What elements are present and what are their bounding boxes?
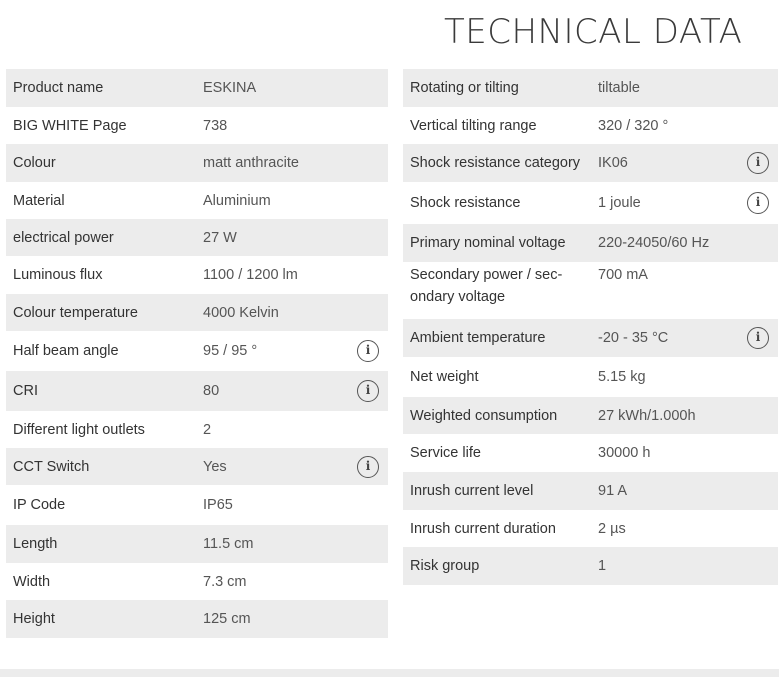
info-icon[interactable]: i — [357, 380, 379, 402]
spec-label: electrical power — [13, 230, 114, 246]
spec-label: Different light outlets — [13, 422, 145, 438]
spec-value: IK06 — [598, 155, 628, 171]
spec-label: Ambient temperature — [410, 330, 546, 346]
spec-row — [403, 69, 778, 107]
spec-table-right — [403, 69, 778, 585]
spec-label: Rotating or tilting — [410, 80, 519, 96]
spec-label: Length — [13, 536, 58, 552]
spec-value: 320 / 320 ° — [598, 118, 669, 134]
spec-row — [403, 510, 778, 547]
spec-label: Inrush current duration — [410, 521, 556, 537]
spec-value: IP65 — [203, 497, 233, 513]
spec-row — [6, 219, 388, 256]
info-icon[interactable]: i — [747, 192, 769, 214]
spec-label: Net weight — [410, 369, 479, 385]
spec-value: 27 kWh/1.000h — [598, 408, 696, 424]
spec-value: Aluminium — [203, 193, 271, 209]
spec-value: 27 W — [203, 230, 237, 246]
spec-row — [6, 182, 388, 219]
spec-row — [403, 397, 778, 434]
spec-value: 11.5 cm — [203, 536, 254, 552]
spec-value: 1 — [598, 558, 607, 574]
info-icon[interactable]: i — [357, 340, 379, 362]
spec-row — [6, 144, 388, 182]
spec-row — [403, 182, 778, 224]
info-icon[interactable]: i — [357, 456, 379, 478]
spec-table-left — [6, 69, 388, 638]
spec-row — [6, 448, 388, 485]
spec-label: Service life — [410, 445, 481, 461]
spec-label: Luminous flux — [13, 267, 103, 283]
spec-value: Yes — [203, 459, 227, 475]
spec-value: 80 — [203, 383, 220, 399]
spec-label: Colour temperature — [13, 305, 138, 321]
spec-label: Half beam angle — [13, 343, 119, 359]
spec-value: 5.15 kg — [598, 369, 646, 385]
spec-value: 2 — [203, 422, 212, 438]
spec-row — [6, 256, 388, 294]
spec-row — [6, 371, 388, 411]
spec-label: Weighted consumption — [410, 408, 558, 424]
spec-label: IP Code — [13, 497, 66, 513]
spec-value: 1100 / 1200 lm — [203, 267, 298, 283]
spec-value: 125 cm — [203, 611, 251, 627]
spec-label: Vertical tilting range — [410, 118, 537, 134]
spec-value: 220-24050/60 Hz — [598, 235, 710, 251]
spec-row — [403, 547, 778, 585]
spec-label: Secondary power / sec- ondary voltage — [410, 267, 563, 305]
spec-row — [6, 107, 388, 144]
spec-row — [403, 224, 778, 262]
spec-value: matt anthracite — [203, 155, 299, 171]
spec-row — [6, 294, 388, 331]
spec-row — [403, 357, 778, 397]
spec-row — [6, 411, 388, 448]
spec-value: 738 — [203, 118, 228, 134]
spec-value: 2 µs — [598, 521, 626, 537]
spec-label: Width — [13, 574, 51, 590]
spec-label: Colour — [13, 155, 56, 171]
spec-label: Inrush current level — [410, 483, 534, 499]
spec-value: 30000 h — [598, 445, 651, 461]
spec-label: Height — [13, 611, 55, 627]
spec-value: 1 joule — [598, 195, 641, 211]
spec-value: 7.3 cm — [203, 574, 247, 590]
spec-row — [403, 107, 778, 144]
spec-row — [403, 262, 778, 319]
spec-value: 700 mA — [598, 267, 648, 283]
spec-row — [6, 563, 388, 600]
spec-label: Shock resistance — [410, 195, 521, 211]
spec-row — [6, 331, 388, 371]
spec-label: CCT Switch — [13, 459, 90, 475]
spec-value: 91 A — [598, 483, 628, 499]
spec-row — [403, 144, 778, 182]
info-icon[interactable]: i — [747, 152, 769, 174]
spec-value: tiltable — [598, 80, 640, 96]
spec-label: BIG WHITE Page — [13, 118, 127, 134]
footer-strip — [0, 669, 779, 677]
spec-label: Product name — [13, 80, 104, 96]
page-title: TECHNICAL DATA — [444, 12, 743, 52]
spec-row — [6, 485, 388, 525]
spec-value: ESKINA — [203, 80, 257, 96]
spec-label: Primary nominal voltage — [410, 235, 566, 251]
spec-row — [403, 472, 778, 510]
spec-value: 4000 Kelvin — [203, 305, 279, 321]
info-icon[interactable]: i — [747, 327, 769, 349]
spec-label: Material — [13, 193, 65, 209]
spec-label: Shock resistance category — [410, 155, 581, 171]
spec-row — [403, 319, 778, 357]
spec-value: 95 / 95 ° — [203, 343, 258, 359]
spec-row — [403, 434, 778, 472]
spec-label: Risk group — [410, 558, 480, 574]
spec-row — [6, 525, 388, 563]
spec-value: -20 - 35 °C — [598, 330, 669, 346]
spec-label: CRI — [13, 383, 38, 399]
spec-row — [6, 69, 388, 107]
spec-row — [6, 600, 388, 638]
